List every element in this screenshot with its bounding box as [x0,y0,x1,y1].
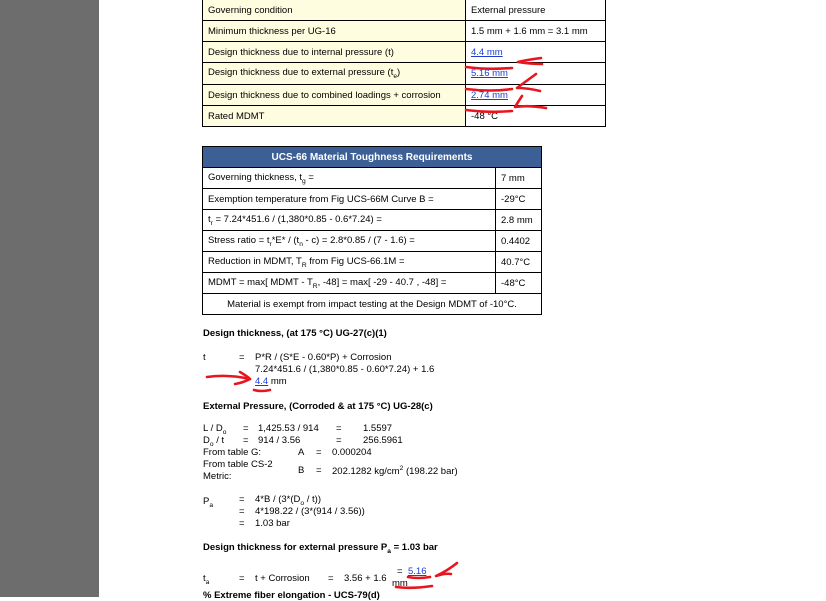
dt-eq: = [243,435,249,446]
ucs-row-value: 0.4402 [496,231,542,252]
ucs-row-label: Stress ratio = $t_r*E* / (t_n - c) = 2.8*0.85 / (7 - 1.6)$ = [203,231,496,252]
design-t-result-link[interactable]: 4.4 [255,376,269,387]
ucs-row-label: $t_r = 7.24*451.6 / (1,380*0.85 - 0.6*7.24)$ = [203,210,496,231]
combined-thickness-link[interactable]: 2.74 mm [471,89,508,101]
ucs66-table [202,146,542,315]
design-t-eq: = [239,352,245,363]
cutoff-heading: % Extreme fiber elongation - UCS-79(d) [203,590,380,601]
ucs-row-value: -48°C [496,273,542,294]
ext-design-eq3: = [397,566,403,577]
ucs66-header: UCS-66 Material Toughness Requirements [203,147,542,168]
ucs-row-label: Governing thickness, $t_g$ = [203,168,496,189]
design-t-line1: P*R / (S*E - 0.60*P) + Corrosion [255,352,392,363]
table-cs2-eq: = [316,465,322,476]
ucs66-note: Material is exempt from impact testing at the Design MDMT of -10°C. [203,294,542,315]
ucs-row-value: 7 mm [496,168,542,189]
ext-design-eq2: = [328,573,334,584]
row-value: 1.5 mm + 1.6 mm = 3.1 mm [466,21,606,42]
ext-design-eq1: = [239,573,245,584]
row-value: External pressure [466,0,606,21]
ext-design-heading: Design thickness for external pressure $P_a = 1.03$ bar [203,542,438,555]
design-thickness-heading: Design thickness, (at 175 °C) UG-27(c)(1) [203,328,387,339]
ext-design-var: $t_a$ [203,573,210,586]
dt-label: $D_o$ / t [203,435,225,448]
ucs-row-label: Reduction in MDMT, $T_R$ from Fig UCS-66.1M = [203,252,496,273]
ucs-row-label: Exemption temperature from Fig UCS-66M Curve B = [203,189,496,210]
table-g-label: From table G: [203,447,262,458]
table-cs2-val: 202.1282 $kg/cm^2$ (198.22 bar) [332,465,458,478]
table-cs2-label2: Metric: [203,471,232,482]
ld-val: 1.5597 [363,423,393,434]
ext-design-expr: t + Corrosion [255,573,310,584]
dt-expr: 914 / 3.56 [258,435,301,446]
pa-line1: $4*B / (3*(D_o / t))$ [255,494,321,507]
ld-expr: 1,425.53 / 914 [258,423,319,434]
pa-line2: 4*198.22 / (3*(914 / 3.56)) [255,506,365,517]
dt-val: 256.5961 [363,435,403,446]
ucs-row-value: 2.8 mm [496,210,542,231]
ext-design-unit: mm [392,578,408,589]
pa-var: $P_a$ [203,496,214,509]
external-pressure-heading: External Pressure, (Corroded & at 175 °C) UG-28(c) [203,401,433,412]
row-label: Design thickness due to internal pressure (t) [203,42,466,63]
external-thickness-link[interactable]: 5.16 mm [471,68,508,79]
pa-line3: 1.03 bar [255,518,290,529]
table-g-val: 0.000204 [332,447,372,458]
viewer-left-panel [0,0,99,597]
ucs-row-label: MDMT = max[ MDMT - $T_R$, -48] = max[ -29 - 40.7 , -48] = [203,273,496,294]
ext-design-result-link[interactable]: 5.16 [408,566,427,577]
table-g-eq: = [316,447,322,458]
ld-label: L / $D_o$ [203,423,227,436]
table-g-var: A [298,447,305,458]
row-label: Design thickness due to external pressure $(t_e)$ [203,63,466,85]
design-t-var: t [203,352,206,363]
design-t-line2: 7.24*451.6 / (1,380*0.85 - 0.60*7.24) + 1.6 [255,364,435,375]
dt-eq2: = [336,435,342,446]
row-label: Rated MDMT [203,106,466,127]
row-label: Design thickness due to combined loadings + corrosion [203,85,466,106]
pa-eq1: = [239,494,245,505]
row-value: -48 °C [466,106,606,127]
design-t-result: 4.4 mm [255,376,287,387]
pa-eq2: = [239,506,245,517]
ext-design-expr2: 3.56 + 1.6 [344,573,387,584]
table-cs2-var: B [298,465,305,476]
ld-eq2: = [336,423,342,434]
internal-thickness-link[interactable]: 4.4 mm [471,46,503,58]
results-summary-table [202,0,606,127]
table-cs2-label: From table CS-2 [203,459,273,470]
pa-eq3: = [239,518,245,529]
ucs-row-value: -29°C [496,189,542,210]
row-label: Governing condition [203,0,466,21]
ld-eq: = [243,423,249,434]
row-label: Minimum thickness per UG-16 [203,21,466,42]
ext-design-result [408,566,427,577]
ucs-row-value: 40.7°C [496,252,542,273]
